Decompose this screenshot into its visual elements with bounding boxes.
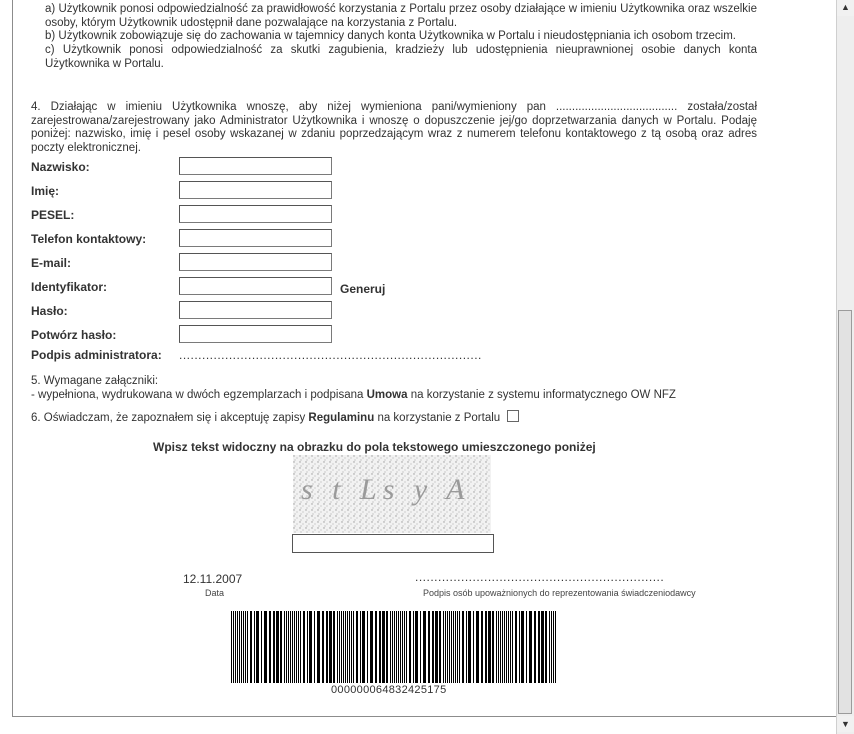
term-c: c) Użytkownik ponosi odpowiedzialność za skutki zagubienia, kradzieży lub udostępnienia nieuprawnionej osobie danych konta Użytkownika w Portalu. xyxy=(45,44,757,70)
barcode-bar xyxy=(502,611,503,683)
barcode-bar xyxy=(515,611,517,683)
barcode-bar xyxy=(261,611,262,683)
captcha-title: Wpisz tekst widoczny na obrazku do pola tekstowego umieszczonego poniżej xyxy=(153,440,596,454)
barcode-bar xyxy=(280,611,282,683)
barcode-bar xyxy=(512,611,513,683)
declaration-prefix: 6. Oświadczam, że zapoznałem się i akceptuję zapisy xyxy=(31,412,306,424)
barcode-bar xyxy=(541,611,544,683)
pesel-row xyxy=(31,205,751,227)
phone-input[interactable] xyxy=(179,229,332,247)
barcode-bar xyxy=(303,611,305,683)
paragraph-4 xyxy=(31,101,757,156)
barcode-bar xyxy=(394,611,395,683)
paragraph-4-text: 4. Działając w imieniu Użytkownika wnoszę, aby niżej wymieniona pani/wymieniony pan ...................................... została/został zarejestrowana/zarejestrowany jako Administrator Użytkownika i wnoszę o dopuszczenie jej/go doprzetwarzania danych w Portalu. Podaję poniżej: nazwisko, imię i pesel osoby wskazanej w zdaniu poprzedzającym wraz z numerem telefonu kontaktowego z tą osobą oraz adres poczty elektronicznej. xyxy=(31,101,757,155)
scroll-down-button[interactable] xyxy=(837,716,854,732)
barcode-bar xyxy=(362,611,365,683)
vertical-scrollbar[interactable] xyxy=(836,0,854,734)
barcode-bar xyxy=(413,611,414,683)
barcode-bar xyxy=(445,611,446,683)
barcode-bar xyxy=(555,611,556,683)
barcode-bar xyxy=(435,611,438,683)
identifier-row xyxy=(31,277,751,299)
phone-label: Telefon kontaktowy: xyxy=(31,232,147,246)
email-input[interactable] xyxy=(179,253,332,271)
barcode-bar xyxy=(250,611,252,683)
barcode-bar xyxy=(349,611,350,683)
barcode-bar xyxy=(551,611,552,683)
date-caption: Data xyxy=(205,588,225,598)
barcode-bar xyxy=(370,611,373,683)
barcode-bar xyxy=(392,611,393,683)
date-value: 12.11.2007 xyxy=(183,572,243,586)
barcode-bar xyxy=(506,611,507,683)
barcode-bar xyxy=(343,611,344,683)
term-a: a) Użytkownik ponosi odpowiedzialność za prawidłowość korzystania z Portalu przez osoby działające w imieniu Użytkownika oraz wszelkie osoby, którym Użytkownik udostępnił dane pozwalające na korzystania z Portalu. xyxy=(45,3,757,29)
phone-row xyxy=(31,229,751,251)
barcode-bar xyxy=(326,611,328,683)
password-label: Hasło: xyxy=(31,304,68,318)
barcode-bar xyxy=(526,611,527,683)
barcode-bar xyxy=(404,611,405,683)
barcode-bar xyxy=(402,611,403,683)
barcode-bar xyxy=(353,611,354,683)
barcode-bar xyxy=(290,611,291,683)
barcode-bar xyxy=(296,611,297,683)
name-label: Imię: xyxy=(31,184,60,198)
barcode-bar xyxy=(396,611,397,683)
barcode-bar xyxy=(500,611,501,683)
barcode-bar xyxy=(432,611,434,683)
barcode-bar xyxy=(447,611,448,683)
barcode-bar xyxy=(314,611,315,683)
surname-row xyxy=(31,157,751,179)
barcode-bar xyxy=(341,611,342,683)
triangle-up-icon: ▲ xyxy=(841,2,850,12)
barcode-bar xyxy=(337,611,338,683)
barcode-bar xyxy=(398,611,399,683)
barcode-bar xyxy=(243,611,244,683)
declaration-row xyxy=(31,410,757,426)
barcode-bar xyxy=(247,611,248,683)
pesel-label: PESEL: xyxy=(31,208,75,222)
email-row xyxy=(31,253,751,275)
barcode-bar xyxy=(286,611,287,683)
barcode-bar xyxy=(553,611,554,683)
barcode-bar xyxy=(443,611,444,683)
term-b: b) Użytkownik zobowiązuje się do zachowania w tajemnicy danych konta Użytkownika w Portalu i nieudostępniania ich osobom trzecim. xyxy=(45,30,736,43)
barcode-bar xyxy=(292,611,293,683)
attachments-title: 5. Wymagane załączniki: xyxy=(31,375,159,387)
admin-signature-row xyxy=(31,345,751,367)
barcode-bar xyxy=(455,611,456,683)
barcode-bar xyxy=(241,611,242,683)
barcode-bar xyxy=(317,611,320,683)
barcode-bar xyxy=(498,611,499,683)
barcode-bar xyxy=(309,611,312,683)
barcode-bar xyxy=(245,611,246,683)
barcode-bar xyxy=(521,611,524,683)
barcode-bar xyxy=(284,611,285,683)
attachments-section xyxy=(31,375,757,402)
barcode-bar xyxy=(451,611,452,683)
barcode-bar xyxy=(322,611,324,683)
barcode-bar xyxy=(333,611,335,683)
barcode-bar xyxy=(439,611,441,683)
barcode-bar xyxy=(298,611,299,683)
barcode-bar xyxy=(382,611,385,683)
barcode-bar xyxy=(237,611,238,683)
barcode-bar xyxy=(519,611,520,683)
barcode-bar xyxy=(453,611,454,683)
confirm-password-label: Potwórz hasło: xyxy=(31,328,117,342)
barcode-bar xyxy=(390,611,391,683)
barcode-bar xyxy=(345,611,346,683)
barcode-bar xyxy=(406,611,407,683)
barcode-bar xyxy=(233,611,234,683)
captcha-input[interactable] xyxy=(292,534,494,553)
password-row xyxy=(31,301,751,323)
triangle-down-icon: ▼ xyxy=(841,719,850,729)
admin-signature-label: Podpis administratora: xyxy=(31,348,162,362)
barcode-bar xyxy=(264,611,267,683)
barcode-bar xyxy=(231,611,232,683)
barcode-bar xyxy=(508,611,509,683)
name-row xyxy=(31,181,751,203)
barcode-bar xyxy=(307,611,308,683)
barcode-bar xyxy=(481,611,483,683)
barcode-image xyxy=(231,611,561,683)
name-input[interactable] xyxy=(179,181,332,199)
barcode-bar xyxy=(457,611,458,683)
generate-link[interactable]: Generuj xyxy=(340,282,386,296)
barcode-bar xyxy=(496,611,497,683)
barcode-bar xyxy=(476,611,479,683)
barcode-bar xyxy=(538,611,540,683)
document-frame xyxy=(12,0,837,717)
captcha-image xyxy=(293,455,491,533)
signature-line: ................................................................. xyxy=(415,570,665,584)
signature-caption: Podpis osób upoważnionych do reprezentowania świadczeniodawcy xyxy=(423,588,696,598)
barcode-bar xyxy=(545,611,547,683)
barcode-bar xyxy=(420,611,421,683)
barcode-bar xyxy=(347,611,348,683)
barcode-bar xyxy=(534,611,536,683)
captcha-text: s t Ls y A xyxy=(301,473,471,506)
barcode-bar xyxy=(459,611,460,683)
barcode-bar xyxy=(473,611,474,683)
barcode-bar xyxy=(449,611,450,683)
barcode-bar xyxy=(468,611,471,683)
barcode-bar xyxy=(273,611,275,683)
barcode-bar xyxy=(485,611,487,683)
identifier-label: Identyfikator: xyxy=(31,280,108,294)
barcode-bar xyxy=(254,611,255,683)
barcode-bar xyxy=(549,611,550,683)
barcode-bar xyxy=(256,611,259,683)
barcode-bar xyxy=(367,611,368,683)
barcode-bar xyxy=(329,611,332,683)
barcode-bar xyxy=(400,611,401,683)
barcode-bar xyxy=(386,611,388,683)
barcode-bar xyxy=(529,611,532,683)
barcode-number: 000000064832425175 xyxy=(331,684,447,696)
terms-section xyxy=(31,3,757,72)
barcode-bar xyxy=(360,611,361,683)
identifier-input[interactable] xyxy=(179,277,332,295)
barcode-bar xyxy=(488,611,491,683)
barcode-bar xyxy=(423,611,426,683)
contract-link[interactable]: Umowa xyxy=(366,388,408,401)
barcode-bar xyxy=(375,611,377,683)
barcode-bar xyxy=(300,611,301,683)
email-label: E-mail: xyxy=(31,256,72,270)
confirm-password-row xyxy=(31,325,751,347)
password-input[interactable] xyxy=(179,301,332,319)
declaration-suffix: na korzystanie z Portalu xyxy=(377,412,501,424)
surname-label: Nazwisko: xyxy=(31,160,90,174)
barcode-bar xyxy=(351,611,352,683)
regulations-link[interactable]: Regulaminu xyxy=(308,412,375,424)
barcode-bar xyxy=(409,611,411,683)
barcode-bar xyxy=(504,611,505,683)
barcode-bar xyxy=(415,611,418,683)
barcode-bar xyxy=(466,611,467,683)
accept-checkbox[interactable] xyxy=(507,410,519,422)
barcode-bar xyxy=(492,611,494,683)
barcode-bar xyxy=(462,611,464,683)
barcode-bar xyxy=(294,611,295,683)
scroll-up-button[interactable] xyxy=(837,0,854,16)
barcode-bar xyxy=(269,611,271,683)
confirm-password-input[interactable] xyxy=(179,325,332,343)
attachments-item-suffix: na korzystanie z systemu informatycznego OW NFZ xyxy=(410,388,676,401)
barcode-bar xyxy=(235,611,236,683)
barcode-bar xyxy=(428,611,430,683)
barcode-bar xyxy=(288,611,289,683)
scrollbar-thumb[interactable] xyxy=(838,310,852,714)
admin-signature-line: ............................................................................... xyxy=(179,348,482,362)
attachments-item-prefix: - wypełniona, wydrukowana w dwóch egzemplarzach i podpisana xyxy=(31,388,364,401)
attachments-item xyxy=(31,389,757,403)
barcode-bar xyxy=(356,611,358,683)
barcode-bar xyxy=(379,611,381,683)
barcode-bar xyxy=(339,611,340,683)
barcode-bar xyxy=(510,611,511,683)
barcode-bar xyxy=(239,611,240,683)
barcode-bar xyxy=(276,611,279,683)
surname-input[interactable] xyxy=(179,157,332,175)
pesel-input[interactable] xyxy=(179,205,332,223)
